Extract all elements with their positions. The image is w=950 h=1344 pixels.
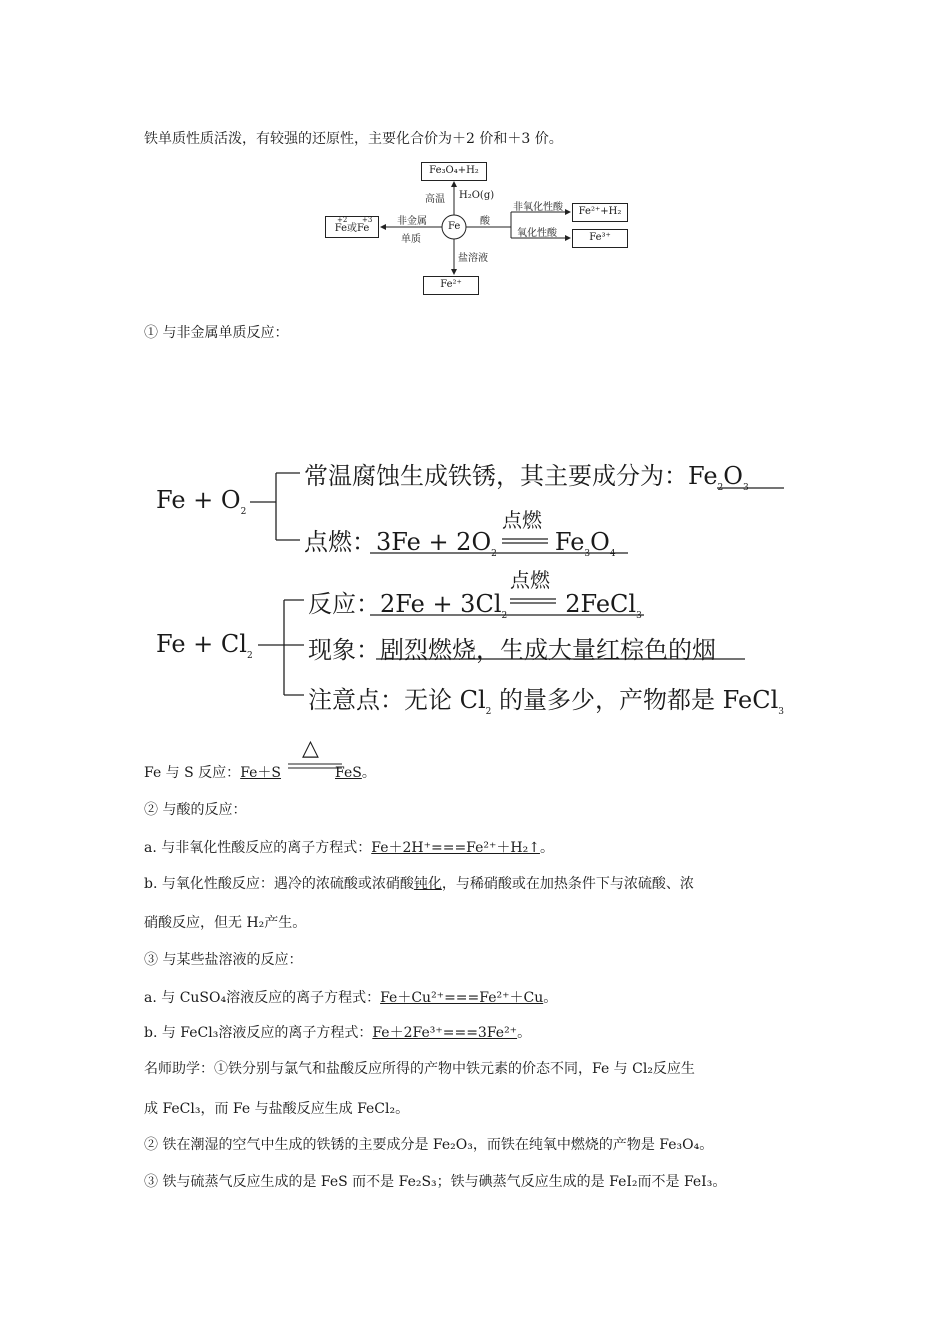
fe-s-line [144, 762, 376, 782]
cl2-lhs-sub: 2 [246, 650, 253, 661]
cl2-branch1 [308, 584, 642, 619]
section2-heading: ② 与酸的反应： [144, 802, 247, 818]
diagram-right-label: 酸 [480, 216, 490, 227]
o2-b2-lhs: 3Fe + 2O [376, 528, 492, 556]
left-box-sup1: +2 [337, 216, 348, 224]
cl2-b1-rhs: 2FeCl [565, 590, 637, 618]
salt-b-period: 。 [517, 1025, 532, 1041]
acid-a-eq: Fe＋2H⁺===Fe²⁺＋H₂↑ [371, 840, 540, 856]
acid-a-line [144, 837, 554, 857]
section1-heading: ① 与非金属单质反应： [144, 325, 289, 341]
o2-b2-lhs-sub: 2 [491, 548, 497, 559]
cl2-b2-ans: 剧烈燃烧，生成大量红棕色的烟 [380, 636, 716, 664]
cl2-b3-sub: 2 [485, 706, 492, 717]
diagram-right-bottom-label: 氧化性酸 [517, 228, 557, 239]
o2-b2-rhs: Fe [554, 528, 585, 556]
section3-heading: ③ 与某些盐溶液的反应： [144, 952, 303, 968]
acid-b-line2: 硝酸反应，但无 H₂产生。 [144, 915, 307, 931]
o2-b1-ans-sub2: 3 [742, 482, 749, 493]
diagram-top-box: Fe₃O₄+H₂ [421, 162, 487, 181]
o2-lhs [156, 486, 247, 517]
salt-a-line [144, 987, 557, 1007]
salt-a-period: 。 [543, 990, 558, 1006]
o2-b1-ans [688, 462, 749, 493]
salt-a-eq: Fe＋Cu²⁺===Fe²⁺＋Cu [380, 990, 544, 1006]
tip-line2: 成 FeCl₃，而 Fe 与盐酸反应生成 FeCl₂。 [144, 1101, 410, 1117]
cl2-b1-cond: 点燃 [510, 568, 550, 592]
fe-s-end: 。 [361, 765, 376, 781]
cl2-lhs [156, 630, 253, 661]
acid-b-prefix: b. 与氧化性酸反应：遇冷的浓硫酸或浓硝酸 [144, 876, 414, 892]
salt-b-line [144, 1022, 531, 1042]
tip-line4: ③ 铁与硫蒸气反应生成的是 FeS 而不是 Fe₂S₃；铁与碘蒸气反应生成的是 FeI₂而不是 FeI₃。 [144, 1174, 727, 1190]
acid-b-suffix: ，与稀硝酸或在加热条件下与浓硫酸、浓 [441, 876, 694, 892]
diagram-left-label-1: 非金属 [397, 216, 427, 227]
o2-lhs-text: Fe + O [156, 486, 241, 514]
o2-branch1 [304, 456, 749, 491]
salt-b-eq: Fe＋2Fe³⁺===3Fe²⁺ [372, 1025, 518, 1041]
tip-line1: 名师助学：①铁分别与氯气和盐酸反应所得的产物中铁元素的价态不同，Fe 与 Cl₂反应生 [144, 1061, 695, 1077]
o2-branch2 [304, 522, 616, 557]
acid-a-prefix: a. 与非氧化性酸反应的离子方程式： [144, 840, 372, 856]
o2-lhs-sub: 2 [240, 506, 247, 517]
cl2-b1-lhs-sub: 2 [501, 610, 508, 621]
cl2-b1-rhs-sub: 3 [636, 610, 642, 621]
o2-b2-text: 点燃： [304, 528, 376, 556]
diagram-bottom-box: Fe²⁺ [423, 276, 479, 295]
fe-s-rhs: FeS [335, 765, 362, 781]
fe-s-cond: △ [302, 736, 319, 761]
acid-a-period: 。 [539, 840, 554, 856]
cl2-b3-text: 注意点：无论 Cl [308, 686, 486, 714]
diagram-top-label-right: H₂O(g) [459, 190, 495, 201]
acid-b-line1 [144, 873, 694, 893]
o2-b1-ans-2: O [723, 462, 743, 490]
diagram-right-top-label: 非氧化性酸 [513, 202, 563, 213]
cl2-b1-lhs: 2Fe + 3Cl [380, 590, 502, 618]
fe-s-prefix: Fe 与 S 反应： [144, 765, 241, 781]
salt-a-prefix: a. 与 CuSO₄溶液反应的离子方程式： [144, 990, 381, 1006]
cl2-b3-text2: 的量多少，产物都是 FeCl [491, 686, 779, 714]
o2-b2-cond: 点燃 [502, 508, 542, 532]
salt-b-prefix: b. 与 FeCl₃溶液反应的离子方程式： [144, 1025, 373, 1041]
diagram-center: Fe [448, 221, 461, 232]
diagram-right-bottom-box: Fe³⁺ [572, 229, 628, 248]
o2-b2-rhs-sub: 3 [584, 548, 591, 559]
o2-b2-rhs2: O [590, 528, 610, 556]
left-box-text: Fe或Fe [334, 223, 370, 234]
diagram-bottom-label: 盐溶液 [458, 253, 488, 264]
acid-b-key: 钝化 [413, 876, 442, 892]
cl2-lhs-text: Fe + Cl [156, 630, 247, 658]
cl2-branch3 [308, 680, 784, 715]
fe-s-lhs: Fe＋S [240, 765, 282, 781]
tip-line3: ② 铁在潮湿的空气中生成的铁锈的主要成分是 Fe₂O₃，而铁在纯氧中燃烧的产物是 Fe₃O₄。 [144, 1137, 714, 1153]
intro-text: 铁单质性质活泼，有较强的还原性，主要化合价为＋2 价和＋3 价。 [144, 131, 563, 147]
diagram-top-label-left: 高温 [425, 194, 445, 205]
cl2-b3-sub2: 3 [778, 706, 784, 717]
cl2-branch2 [308, 630, 716, 665]
diagram-right-top-box: Fe²⁺+H₂ [572, 203, 628, 222]
cl2-b2-text: 现象： [308, 636, 380, 664]
left-box-sup2: +3 [362, 216, 373, 224]
o2-b1-ans-sub1: 2 [717, 482, 724, 493]
o2-b1-text: 常温腐蚀生成铁锈，其主要成分为： [304, 462, 688, 490]
diagram-left-label-2: 单质 [401, 234, 421, 245]
o2-b1-ans-1: Fe [688, 462, 718, 490]
o2-b2-rhs2-sub: 4 [609, 548, 616, 559]
cl2-b1-text: 反应： [308, 590, 380, 618]
